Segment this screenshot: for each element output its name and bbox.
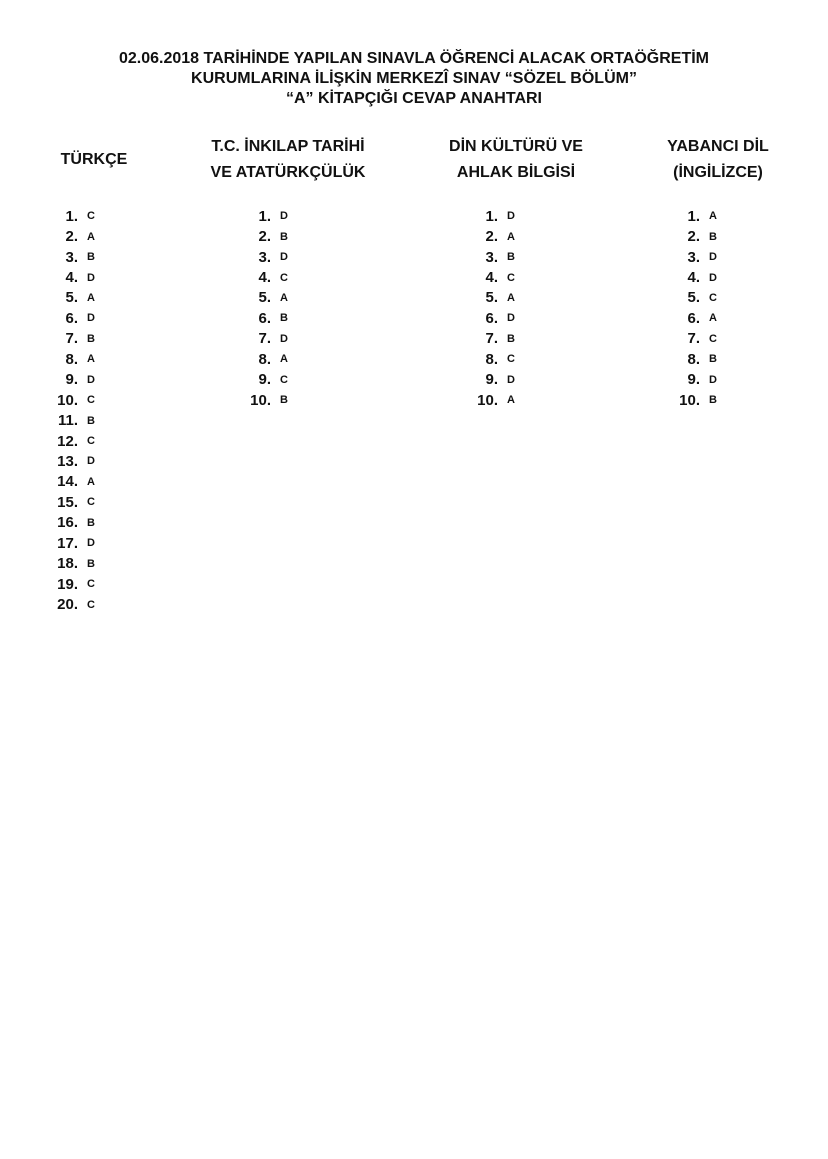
answer-row (241, 226, 288, 246)
answer-letter: B (280, 312, 289, 325)
question-number: 3. (258, 248, 271, 266)
answer-letter: D (507, 312, 516, 325)
question-number: 6. (65, 309, 78, 327)
answer-list-inkilap-tarihi (241, 206, 288, 410)
answer-row (48, 513, 95, 533)
question-number: 1. (258, 207, 271, 225)
section-header-turkce (52, 147, 136, 173)
question-number: 6. (687, 309, 700, 327)
question-number: 1. (687, 207, 700, 225)
answer-row (670, 288, 717, 308)
answer-letter: C (280, 373, 289, 386)
question-number: 2. (258, 228, 271, 246)
question-number: 2. (485, 228, 498, 246)
answer-letter: C (507, 353, 516, 366)
question-number: 4. (258, 269, 271, 287)
answer-row (670, 206, 717, 226)
answer-letter: D (280, 210, 289, 223)
answer-row (468, 206, 515, 226)
answer-row (48, 308, 95, 328)
answer-letter: C (87, 496, 96, 509)
answer-row (48, 247, 95, 267)
question-number: 10. (57, 391, 78, 409)
answer-row (468, 329, 515, 349)
answer-letter: D (280, 251, 289, 264)
question-number: 1. (65, 207, 78, 225)
section-header-line: DİN KÜLTÜRÜ VE (449, 138, 583, 155)
answer-row (48, 410, 95, 430)
question-number: 11. (57, 412, 78, 430)
section-header-line: (İNGİLİZCE) (673, 164, 763, 181)
answer-letter: C (709, 291, 718, 304)
title-line-1: 02.06.2018 TARİHİNDE YAPILAN SINAVLA ÖĞRENCİ ALACAK ORTAÖĞRETİM (118, 50, 709, 67)
answer-row (468, 390, 515, 410)
answer-row (670, 308, 717, 328)
answer-row (48, 431, 95, 451)
question-number: 8. (687, 350, 700, 368)
question-number: 5. (687, 289, 700, 307)
answer-letter: C (87, 598, 96, 611)
answer-row (468, 288, 515, 308)
answer-row (48, 451, 95, 471)
answer-letter: B (280, 394, 289, 407)
question-number: 5. (485, 289, 498, 307)
section-header-inkilap-tarihi (190, 134, 386, 186)
question-number: 3. (65, 248, 78, 266)
question-number: 12. (57, 432, 78, 450)
answer-row (241, 308, 288, 328)
answer-letter: B (280, 230, 289, 243)
answer-row (670, 370, 717, 390)
question-number: 9. (687, 371, 700, 389)
question-number: 6. (258, 309, 271, 327)
answer-row (48, 574, 95, 594)
question-number: 3. (485, 248, 498, 266)
document-title (0, 49, 828, 109)
question-number: 17. (57, 534, 78, 552)
answer-letter: D (709, 251, 718, 264)
question-number: 3. (687, 248, 700, 266)
title-line-2: KURUMLARINA İLİŞKİN MERKEZÎ SINAV “SÖZEL BÖLÜM” (191, 70, 637, 87)
answer-letter: B (709, 230, 718, 243)
question-number: 8. (65, 350, 78, 368)
answer-row (241, 247, 288, 267)
section-header-line: YABANCI DİL (667, 138, 769, 155)
answer-row (48, 472, 95, 492)
title-line-3: “A” KİTAPÇIĞI CEVAP ANAHTARI (285, 90, 542, 107)
answer-row (468, 349, 515, 369)
answer-row (468, 267, 515, 287)
question-number: 9. (485, 371, 498, 389)
question-number: 14. (57, 473, 78, 491)
section-header-din-kulturu (430, 134, 602, 186)
question-number: 19. (57, 575, 78, 593)
answer-row (48, 553, 95, 573)
answer-letter: D (87, 455, 96, 468)
answer-letter: B (87, 414, 96, 427)
answer-row (48, 206, 95, 226)
answer-row (670, 267, 717, 287)
question-number: 4. (485, 269, 498, 287)
answer-letter: C (87, 210, 96, 223)
answer-row (241, 390, 288, 410)
answer-row (48, 267, 95, 287)
answer-letter: D (709, 373, 718, 386)
answer-row (468, 247, 515, 267)
question-number: 10. (679, 391, 700, 409)
section-header-line: AHLAK BİLGİSİ (456, 164, 576, 181)
question-number: 4. (65, 269, 78, 287)
answer-letter: D (87, 312, 96, 325)
answer-list-turkce (48, 206, 95, 615)
answer-letter: A (709, 210, 718, 223)
question-number: 16. (57, 514, 78, 532)
answer-letter: A (87, 230, 96, 243)
answer-row (48, 370, 95, 390)
question-number: 7. (687, 330, 700, 348)
question-number: 1. (485, 207, 498, 225)
question-number: 5. (65, 289, 78, 307)
question-number: 15. (57, 493, 78, 511)
answer-letter: D (280, 332, 289, 345)
question-number: 2. (65, 228, 78, 246)
answer-letter: D (87, 537, 96, 550)
answer-letter: A (507, 230, 516, 243)
question-number: 6. (485, 309, 498, 327)
answer-row (468, 308, 515, 328)
answer-letter: C (87, 578, 96, 591)
answer-row (48, 226, 95, 246)
answer-letter: A (87, 475, 96, 488)
answer-row (48, 492, 95, 512)
answer-letter: A (87, 291, 96, 304)
answer-letter: D (87, 271, 96, 284)
question-number: 7. (485, 330, 498, 348)
answer-row (241, 288, 288, 308)
answer-letter: B (87, 516, 96, 529)
question-number: 7. (65, 330, 78, 348)
answer-letter: A (507, 291, 516, 304)
question-number: 18. (57, 555, 78, 573)
answer-letter: B (87, 251, 96, 264)
answer-letter: A (280, 291, 289, 304)
answer-row (48, 329, 95, 349)
answer-letter: C (280, 271, 289, 284)
answer-letter: A (709, 312, 718, 325)
answer-row (670, 226, 717, 246)
question-number: 9. (65, 371, 78, 389)
question-number: 13. (57, 452, 78, 470)
answer-letter: B (507, 332, 516, 345)
answer-letter: A (280, 353, 289, 366)
answer-row (48, 349, 95, 369)
answer-list-din-kulturu (468, 206, 515, 410)
answer-row (241, 206, 288, 226)
answer-row (670, 390, 717, 410)
answer-row (48, 288, 95, 308)
answer-row (241, 267, 288, 287)
answer-letter: B (709, 394, 718, 407)
question-number: 10. (477, 391, 498, 409)
answer-letter: A (507, 394, 516, 407)
answer-row (468, 370, 515, 390)
answer-letter: C (87, 435, 96, 448)
question-number: 8. (258, 350, 271, 368)
section-header-line: VE ATATÜRKÇÜLÜK (210, 164, 366, 181)
answer-list-yabanci-dil (670, 206, 717, 410)
answer-letter: A (87, 353, 96, 366)
answer-row (670, 247, 717, 267)
answer-row (241, 329, 288, 349)
question-number: 2. (687, 228, 700, 246)
answer-row (48, 533, 95, 553)
answer-row (468, 226, 515, 246)
answer-letter: C (709, 332, 718, 345)
question-number: 5. (258, 289, 271, 307)
answer-row (241, 349, 288, 369)
answer-letter: B (87, 557, 96, 570)
answer-letter: B (709, 353, 718, 366)
section-header-line: T.C. İNKILAP TARİHİ (211, 138, 365, 155)
question-number: 7. (258, 330, 271, 348)
answer-letter: B (87, 332, 96, 345)
question-number: 8. (485, 350, 498, 368)
answer-row (670, 349, 717, 369)
answer-letter: D (507, 210, 516, 223)
answer-letter: D (87, 373, 96, 386)
question-number: 4. (687, 269, 700, 287)
answer-letter: D (507, 373, 516, 386)
answer-row (241, 370, 288, 390)
answer-row (48, 594, 95, 614)
answer-letter: C (507, 271, 516, 284)
answer-letter: C (87, 394, 96, 407)
answer-row (48, 390, 95, 410)
section-header-yabanci-dil (648, 134, 788, 186)
section-header-line: TÜRKÇE (60, 151, 128, 168)
answer-letter: D (709, 271, 718, 284)
question-number: 20. (57, 596, 78, 614)
answer-row (670, 329, 717, 349)
answer-letter: B (507, 251, 516, 264)
question-number: 9. (258, 371, 271, 389)
question-number: 10. (250, 391, 271, 409)
